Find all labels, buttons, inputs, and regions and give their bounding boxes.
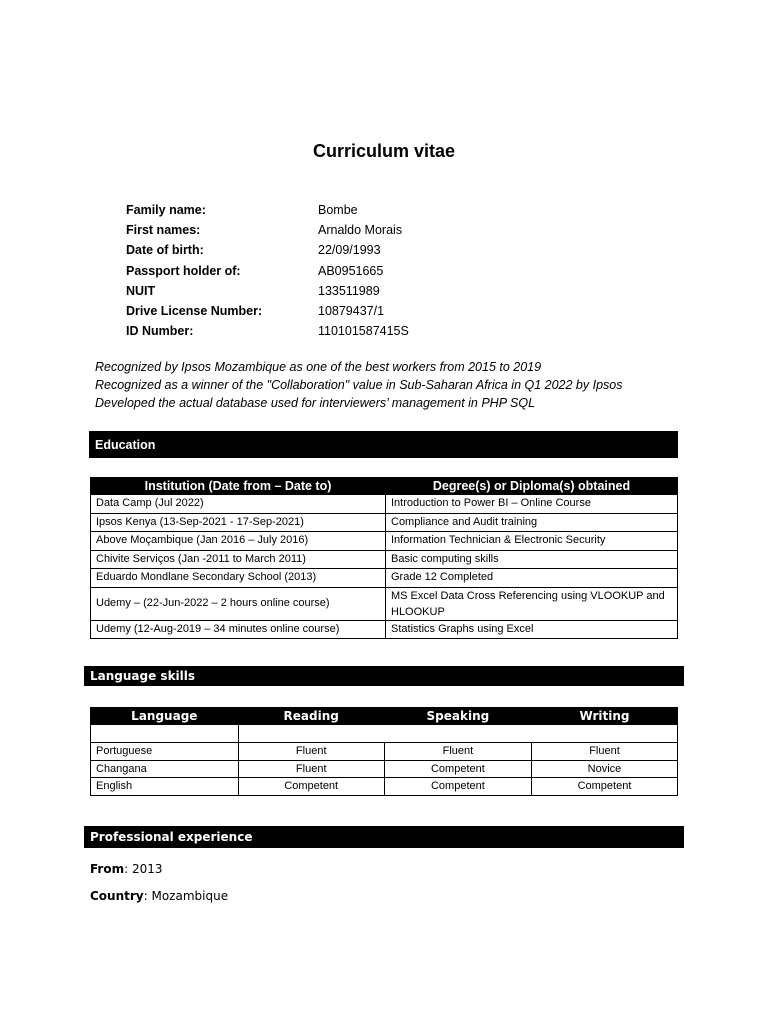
column-header: Speaking	[384, 708, 531, 725]
table-row	[91, 495, 678, 514]
institution-cell: Udemy (12-Aug-2019 – 34 minutes online course)	[91, 620, 386, 639]
table-row	[91, 569, 678, 588]
column-header: Language	[91, 708, 239, 725]
table-row	[91, 620, 678, 639]
education-heading: Education	[89, 431, 678, 458]
institution-cell: Udemy – (22-Jun-2022 – 2 hours online course)	[91, 587, 386, 620]
field-label: Family name:	[126, 203, 206, 218]
recognition-line: Recognized by Ipsos Mozambique as one of the best workers from 2015 to 2019	[95, 360, 542, 374]
blank-row	[91, 725, 678, 743]
personal-row	[126, 281, 409, 301]
column-header: Reading	[238, 708, 384, 725]
column-header: Institution (Date from – Date to)	[91, 478, 386, 495]
table-row	[91, 587, 678, 620]
language-cell: English	[91, 778, 239, 796]
reading-cell: Fluent	[238, 760, 384, 778]
speaking-cell: Competent	[384, 760, 531, 778]
personal-details	[126, 200, 409, 341]
institution-cell: Eduardo Mondlane Secondary School (2013)	[91, 569, 386, 588]
degree-cell: Grade 12 Completed	[386, 569, 678, 588]
page-title: Curriculum vitae	[312, 141, 456, 161]
field-value: 22/09/1993	[318, 243, 381, 258]
from-value: : 2013	[124, 862, 163, 876]
field-label: First names:	[126, 223, 201, 238]
blank-cell	[91, 725, 239, 743]
table-row	[91, 532, 678, 551]
institution-cell: Data Camp (Jul 2022)	[91, 495, 386, 514]
professional-experience-heading: Professional experience	[84, 826, 684, 848]
country-label: Country	[90, 889, 144, 903]
degree-cell: Introduction to Power BI – Online Course	[386, 495, 678, 514]
recognition-line: Recognized as a winner of the "Collaboration" value in Sub-Saharan Africa in Q1 2022 by Ipsos	[95, 378, 623, 392]
table-row	[91, 743, 678, 761]
column-header: Writing	[531, 708, 677, 725]
table-row	[91, 760, 678, 778]
speaking-cell: Fluent	[384, 743, 531, 761]
institution-cell: Chivite Serviços (Jan -2011 to March 2011)	[91, 550, 386, 569]
field-label: Date of birth:	[126, 243, 204, 258]
writing-cell: Competent	[531, 778, 677, 796]
degree-cell: Statistics Graphs using Excel	[386, 620, 678, 639]
degree-cell: Compliance and Audit training	[386, 513, 678, 532]
personal-row	[126, 301, 409, 321]
degree-cell: MS Excel Data Cross Referencing using VLOOKUP and HLOOKUP	[386, 587, 678, 620]
language-skills-heading: Language skills	[84, 666, 684, 686]
recognitions	[95, 358, 622, 412]
field-label: NUIT	[126, 283, 156, 298]
country-value: : Mozambique	[143, 889, 229, 903]
language-cell: Changana	[91, 760, 239, 778]
reading-cell: Competent	[238, 778, 384, 796]
personal-row	[126, 200, 409, 220]
table-row	[91, 513, 678, 532]
table-row	[91, 778, 678, 796]
recognition-line: Developed the actual database used for interviewers’ management in PHP SQL	[95, 396, 536, 410]
personal-row	[126, 220, 409, 240]
personal-row	[126, 240, 409, 260]
degree-cell: Basic computing skills	[386, 550, 678, 569]
from-line	[90, 862, 163, 876]
field-value: AB0951665	[318, 263, 384, 278]
writing-cell: Fluent	[531, 743, 677, 761]
field-value: Arnaldo Morais	[318, 223, 403, 238]
field-label: Passport holder of:	[126, 263, 241, 278]
writing-cell: Novice	[531, 760, 677, 778]
country-line	[90, 889, 228, 903]
field-value: 133511989	[318, 283, 380, 298]
field-label: Drive License Number:	[126, 304, 263, 319]
field-value: Bombe	[318, 203, 358, 218]
institution-cell: Above Moçambique (Jan 2016 – July 2016)	[91, 532, 386, 551]
personal-row	[126, 261, 409, 281]
column-header: Degree(s) or Diploma(s) obtained	[386, 478, 678, 495]
speaking-cell: Competent	[384, 778, 531, 796]
reading-cell: Fluent	[238, 743, 384, 761]
table-row	[91, 550, 678, 569]
language-table	[90, 707, 678, 796]
degree-cell: Information Technician & Electronic Security	[386, 532, 678, 551]
personal-row	[126, 321, 409, 341]
field-label: ID Number:	[126, 324, 194, 339]
institution-cell: Ipsos Kenya (13-Sep-2021 - 17-Sep-2021)	[91, 513, 386, 532]
education-table	[90, 477, 678, 639]
field-value: 10879437/1	[318, 304, 385, 319]
language-cell: Portuguese	[91, 743, 239, 761]
blank-cell	[238, 725, 677, 743]
field-value: 110101587415S	[318, 324, 409, 339]
from-label: From	[90, 862, 125, 876]
